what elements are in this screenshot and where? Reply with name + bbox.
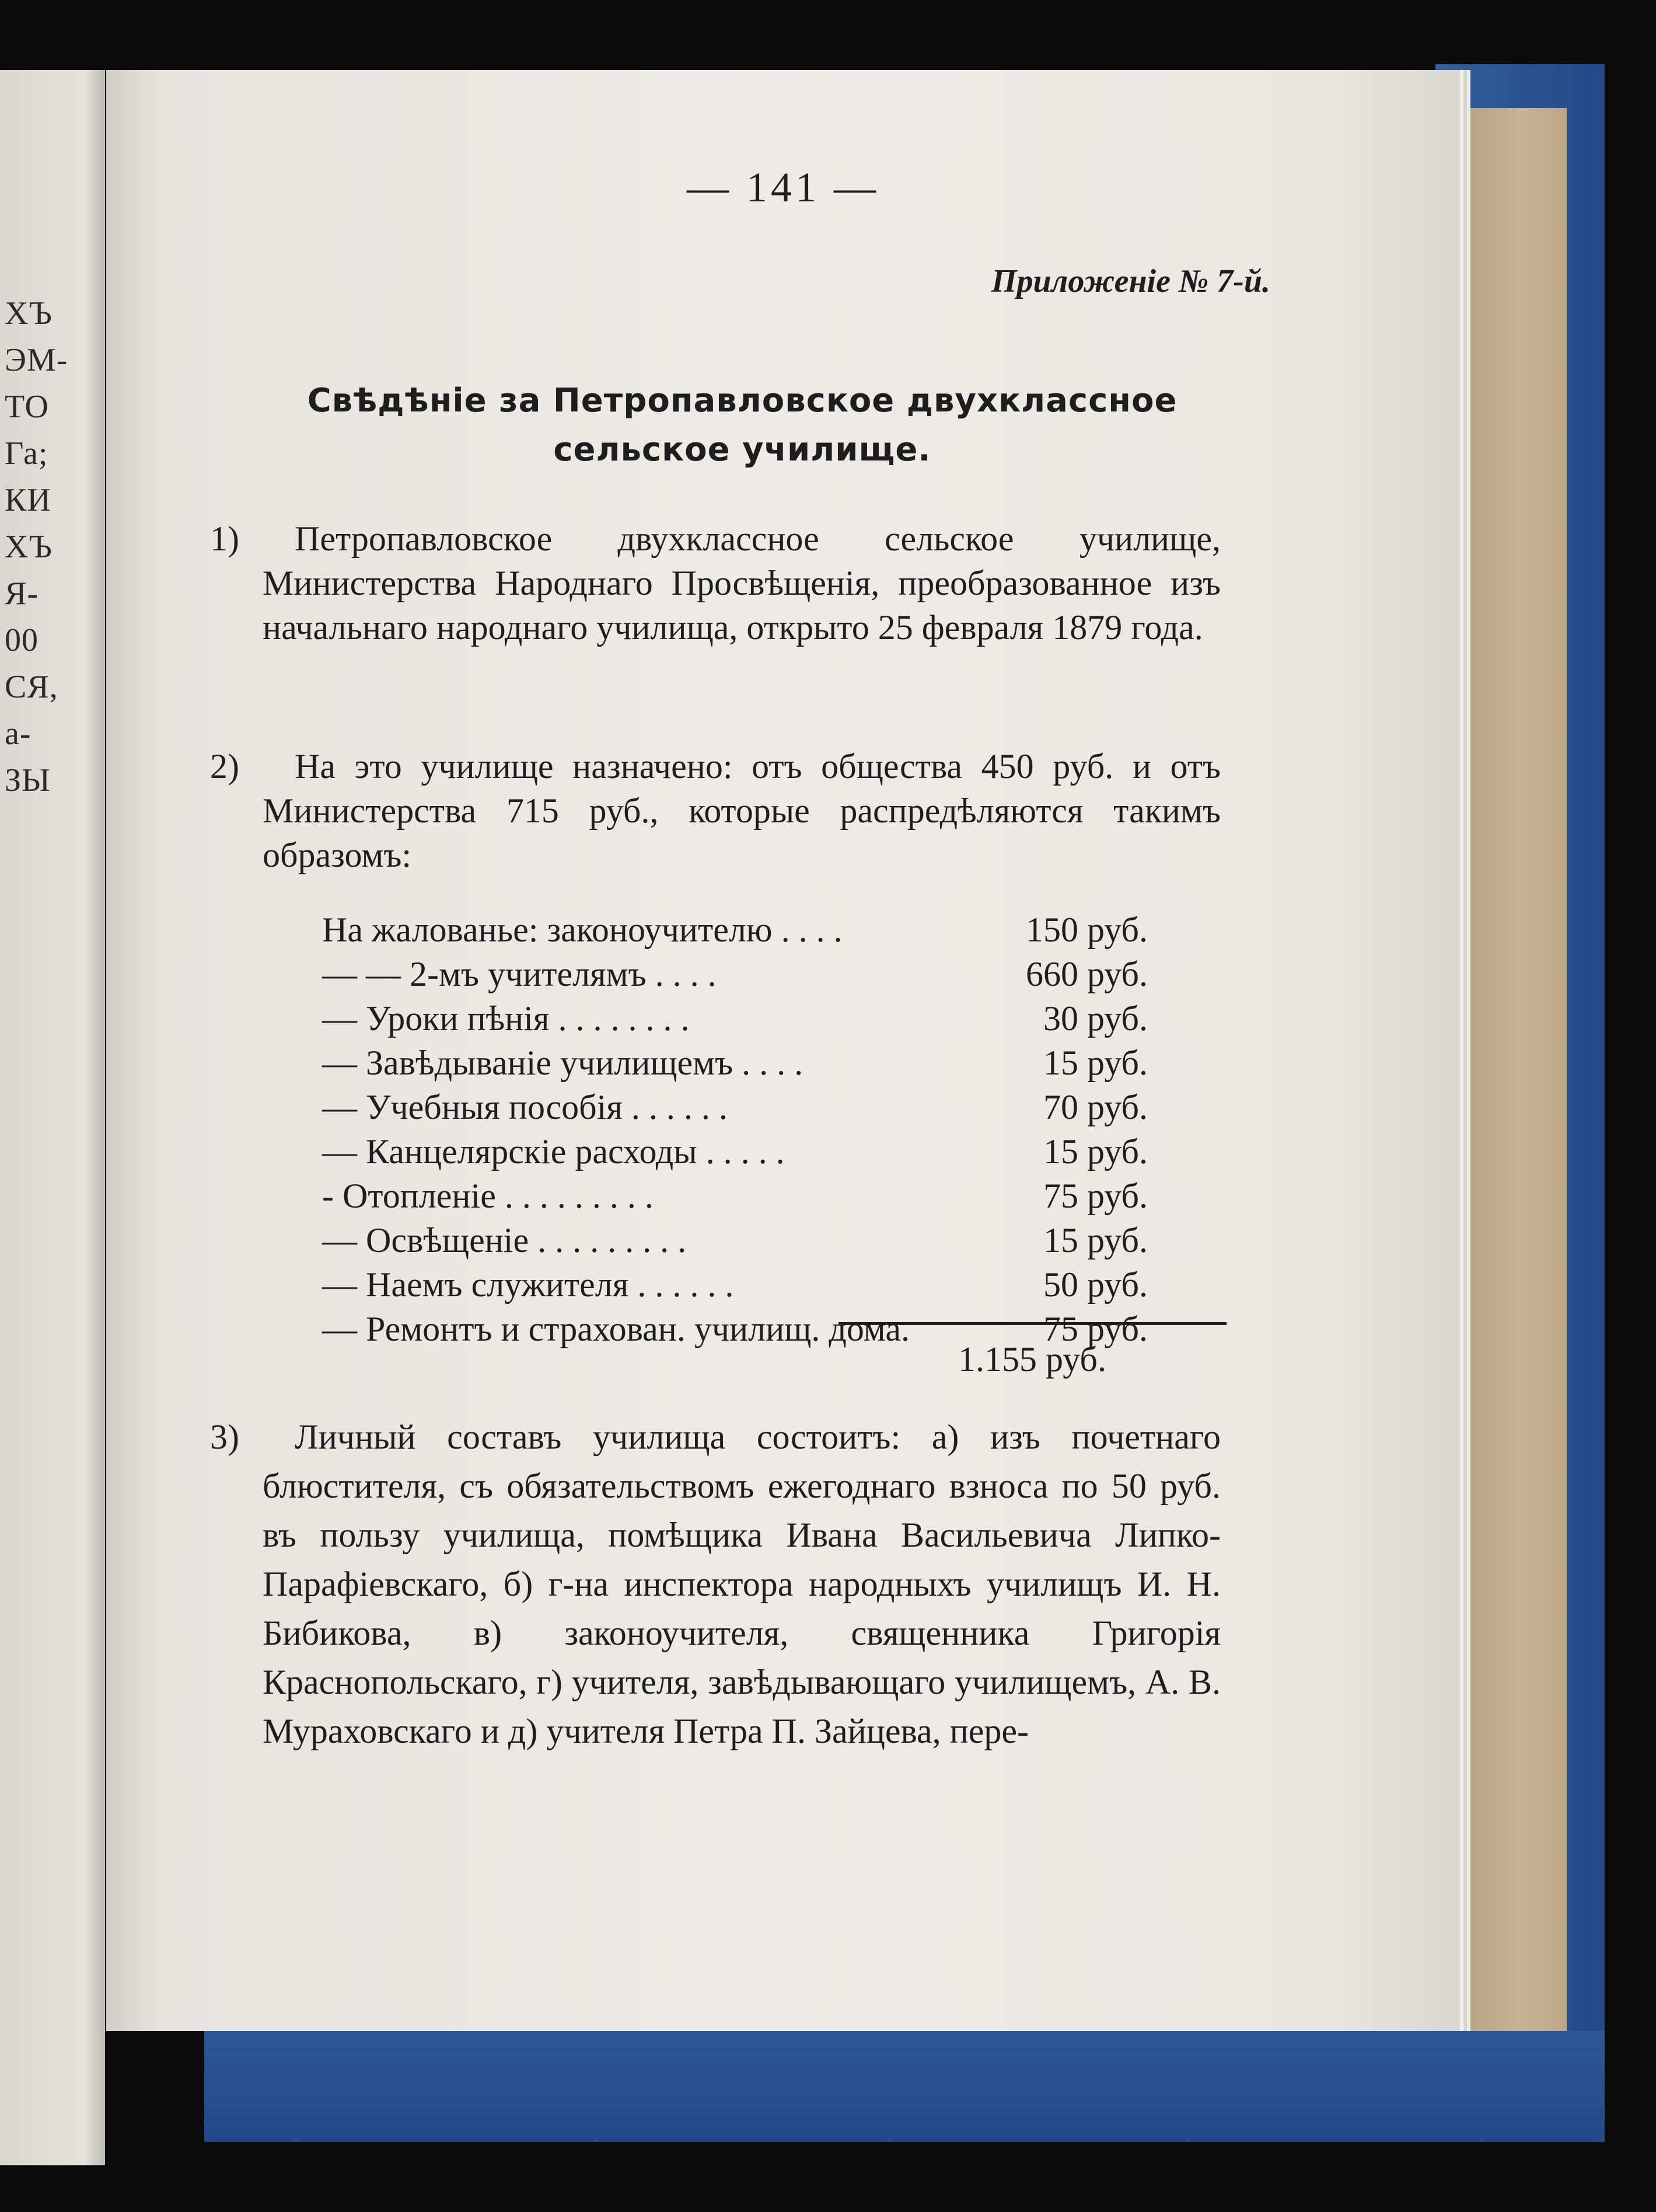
paragraph-text: Личный составъ училища состоитъ: а) изъ почетнаго блюстителя, съ обязательствомъ ежегоднаго взноса по 50 руб. въ пользу училища, помѣщика Ивана Васильевича Липко-Парафіевскаго, б) г-на инспектора народныхъ училищъ И. Н. Бибикова, в) законоучителя, священника Григорія Краснопольскаго, г) учителя, завѣдывающаго училищемъ, А. В. Мураховскаго и д) учителя Петра П. Зайцева, пере- [263, 1418, 1221, 1750]
budget-item-amount: 150 руб. [1026, 910, 1148, 949]
paragraph-text: На это училище назначено: отъ общества 450 руб. и отъ Министерства 715 руб., которые распредѣляются такимъ образомъ: [263, 747, 1221, 874]
total-rule [839, 1322, 1227, 1325]
appendix-label: Приложеніе № 7-й. [991, 263, 1270, 299]
facing-page [0, 70, 105, 2165]
budget-item-amount: 50 руб. [1043, 1265, 1148, 1304]
budget-item-amount: 75 руб. [1043, 1177, 1148, 1215]
budget-list [322, 908, 1148, 1351]
budget-item-amount: 70 руб. [1043, 1088, 1148, 1126]
facing-page-text: ХЪ [5, 295, 53, 332]
budget-item-label: — Ремонтъ и страхован. училищ. дома. [322, 1310, 910, 1348]
section-title: Свѣдѣніе за Петропавловское двухклассное сельское училище. [307, 382, 1178, 469]
facing-page-text: ЭМ- [5, 342, 68, 378]
budget-item-label: — — 2-мъ учителямъ . . . . [322, 955, 717, 993]
paragraph-number: 3) [210, 1418, 239, 1456]
paragraph-1 [210, 517, 1221, 650]
facing-page-text: СЯ, [5, 669, 58, 705]
facing-page-text: Я- [5, 575, 39, 612]
budget-row [322, 1218, 1148, 1262]
budget-item-label: На жалованье: законоучителю . . . . [322, 910, 843, 949]
budget-item-label: — Завѣдываніе училищемъ . . . . [322, 1044, 803, 1082]
budget-item-label: — Канцелярскіе расходы . . . . . [322, 1132, 785, 1171]
facing-page-text: КИ [5, 482, 51, 518]
book-page [106, 70, 1460, 2031]
budget-item-amount: 30 руб. [1043, 999, 1148, 1038]
budget-row [322, 1129, 1148, 1174]
paragraph-2 [210, 744, 1221, 877]
budget-row [322, 1041, 1148, 1085]
page-number: — 141 — [687, 164, 879, 211]
facing-page-text: Га; [5, 435, 48, 472]
budget-row [322, 996, 1148, 1041]
budget-item-amount: 15 руб. [1043, 1044, 1148, 1082]
budget-row [322, 952, 1148, 996]
book-cover-bottom [204, 2031, 1605, 2142]
budget-row [322, 1085, 1148, 1129]
cover-board [1459, 108, 1567, 2031]
paragraph-number: 2) [210, 747, 239, 786]
budget-item-label: — Учебныя пособія . . . . . . [322, 1088, 728, 1126]
facing-page-text: а- [5, 716, 32, 752]
paragraph-text: Петропавловское двухклассное сельское училище, Министерства Народнаго Просвѣщенія, преобразованное изъ начальнаго народнаго училища, открыто 25 февраля 1879 года. [263, 519, 1221, 647]
budget-item-label: — Освѣщеніе . . . . . . . . . [322, 1221, 687, 1259]
paragraph-number: 1) [210, 519, 239, 558]
budget-item-label: — Наемъ служителя . . . . . . [322, 1265, 734, 1304]
facing-page-text: ТО [5, 389, 49, 425]
facing-page-text: ХЪ [5, 529, 53, 565]
paragraph-3 [210, 1412, 1221, 1756]
facing-page-text: ЗЫ [5, 762, 51, 798]
budget-item-label: — Уроки пѣнія . . . . . . . . [322, 999, 690, 1038]
budget-row [322, 908, 1148, 952]
budget-item-label: - Отопленіе . . . . . . . . . [322, 1177, 654, 1215]
budget-total: 1.155 руб. [958, 1340, 1106, 1379]
budget-item-amount: 15 руб. [1043, 1221, 1148, 1259]
facing-page-text: 00 [5, 622, 39, 658]
budget-row [322, 1174, 1148, 1218]
budget-row [322, 1262, 1148, 1307]
budget-item-amount: 75 руб. [1043, 1310, 1148, 1348]
budget-item-amount: 15 руб. [1043, 1132, 1148, 1171]
budget-item-amount: 660 руб. [1026, 955, 1148, 993]
